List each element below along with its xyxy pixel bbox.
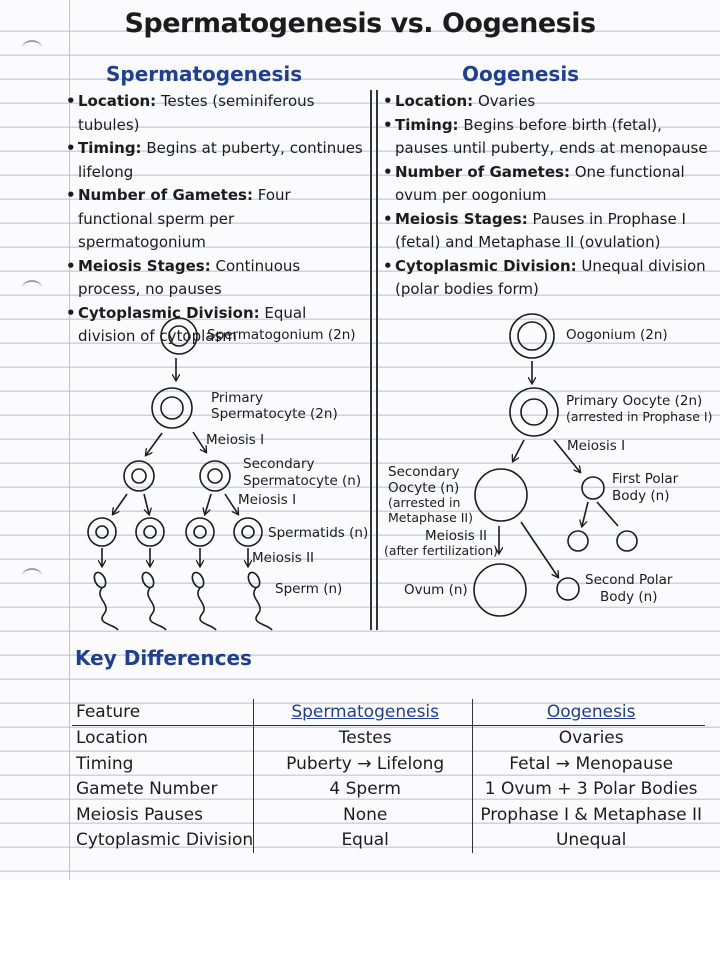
primary-spermatocyte-label: Primary: [211, 390, 264, 406]
arrow: [521, 522, 558, 577]
sperm-cell: [140, 571, 166, 630]
secondary-oocyte-note: Metaphase II): [388, 510, 473, 525]
secondary-oocyte-cell: [475, 469, 527, 521]
point-label: Location:: [395, 92, 474, 110]
point-label: Meiosis Stages:: [395, 209, 528, 228]
table-cell-spermatogenesis: 4 Sperm: [254, 777, 473, 803]
first-polar-body: [582, 477, 604, 499]
arrow: [113, 494, 127, 514]
point-text: Testes (seminiferous tubules): [78, 92, 315, 134]
second-polar-body-label: Second Polar: [585, 572, 673, 588]
point-text: Continuous process, no pauses: [78, 256, 301, 298]
table-row: [72, 777, 705, 803]
point-text: One functional ovum per oogonium: [395, 162, 685, 204]
table-cell-feature: Gamete Number: [72, 777, 254, 803]
ovum-cell: [474, 564, 526, 616]
secondary-spermatocyte-cell: [124, 461, 154, 491]
primary-oocyte-cell: [510, 388, 558, 436]
key-differences-table: [72, 699, 705, 853]
table-cell-spermatogenesis: Testes: [254, 725, 473, 751]
meiosis-label: Meiosis II: [425, 528, 488, 544]
second-polar-body: [557, 578, 579, 600]
meiosis-label: Meiosis I: [206, 432, 265, 448]
point-text: Equal division of cytoplasm: [78, 303, 307, 345]
table-cell-oogenesis: Unequal: [555, 830, 627, 851]
table-cell-feature: Timing: [72, 751, 254, 777]
point-text: Unequal division (polar bodies form): [395, 256, 706, 298]
table-cell-spermatogenesis: Puberty → Lifelong: [254, 751, 473, 777]
arrow: [193, 432, 206, 452]
arrow: [146, 433, 162, 455]
spermatogenesis-heading: Spermatogenesis: [106, 62, 303, 86]
sperm-cell: [190, 571, 216, 630]
key-differences-heading: Key Differences: [75, 646, 252, 670]
point-label: Meiosis Stages:: [78, 256, 211, 275]
spermatid-cell: [186, 518, 214, 546]
table-cell-oogenesis: Ovaries: [558, 728, 624, 749]
second-polar-body-label: Body (n): [600, 589, 658, 605]
oogonium-label: Oogonium (2n): [566, 327, 668, 343]
table-cell-feature: Meiosis Pauses: [72, 802, 254, 828]
primary-spermatocyte-label: Spermatocyte (2n): [211, 406, 338, 422]
oogenesis-heading: Oogenesis: [462, 62, 580, 86]
sperm-cell: [92, 571, 118, 630]
secondary-oocyte-label: Secondary: [388, 464, 460, 480]
point-label: Number of Gametes:: [395, 162, 570, 181]
point-text: Pauses in Prophase I (fetal) and Metaphase II (ovulation): [395, 209, 686, 251]
branch-line: [597, 502, 618, 526]
table-cell-oogenesis: Prophase I & Metaphase II: [480, 804, 703, 825]
primary-oocyte-label: Primary Oocyte (2n): [566, 393, 703, 409]
point-label: Timing:: [78, 139, 142, 157]
sperm-label: Sperm (n): [275, 581, 343, 597]
sperm-cell: [246, 571, 272, 630]
table-cell-spermatogenesis: Equal: [254, 828, 473, 854]
oogonium-cell: [510, 314, 554, 358]
column-header-oogenesis: Oogenesis: [473, 699, 706, 725]
arrow: [205, 494, 211, 514]
point-text: Ovaries: [473, 92, 536, 110]
arrow: [144, 494, 149, 514]
point-label: Cytoplasmic Division:: [78, 303, 260, 322]
spermatid-cell: [234, 518, 262, 546]
column-header-spermatogenesis: Spermatogenesis: [254, 699, 473, 725]
spermatogonium-cell: [161, 318, 197, 354]
table-cell-feature: Location: [72, 725, 254, 751]
table-row: [72, 751, 705, 777]
table-cell-feature: Cytoplasmic Division: [72, 828, 254, 854]
page-title: Spermatogenesis vs. Oogenesis: [124, 8, 596, 39]
point-label: Location:: [78, 92, 157, 110]
point-text: Begins at puberty, continues lifelong: [78, 139, 363, 181]
meiosis-note: (after fertilization): [384, 543, 499, 558]
column-header-feature: Feature: [72, 699, 254, 725]
table-cell-oogenesis: 1 Ovum + 3 Polar Bodies: [484, 779, 698, 800]
point-label: Cytoplasmic Division:: [395, 256, 577, 275]
point-text: Begins before birth (fetal), pauses until puberty, ends at menopause: [395, 115, 708, 157]
point-label: Timing:: [395, 115, 459, 134]
spermatogonium-label: Spermatogonium (2n): [207, 327, 356, 343]
primary-spermatocyte-cell: [152, 388, 192, 428]
spermatids-label: Spermatids (n): [268, 525, 369, 541]
table-cell-spermatogenesis: None: [254, 802, 473, 828]
meiosis-label: Meiosis II: [252, 550, 315, 566]
point-text: Four functional sperm per spermatogonium: [78, 186, 291, 251]
primary-oocyte-note: (arrested in Prophase I): [566, 409, 713, 424]
meiosis-label: Meiosis I: [567, 438, 626, 454]
table-row: [72, 802, 705, 828]
point-label: Number of Gametes:: [78, 186, 253, 204]
spermatid-cell: [88, 518, 116, 546]
ovum-label: Ovum (n): [404, 582, 468, 598]
arrow: [225, 494, 238, 514]
table-row: [72, 725, 705, 751]
secondary-oocyte-label: Oocyte (n): [388, 480, 460, 496]
polar-body: [568, 531, 588, 551]
first-polar-body-label: First Polar: [612, 471, 679, 487]
secondary-oocyte-note: (arrested in: [388, 495, 461, 510]
secondary-spermatocyte-cell: [200, 461, 230, 491]
spermatogenesis-labels: [206, 327, 368, 597]
secondary-spermatocyte-label: Secondary: [243, 456, 315, 472]
arrow: [513, 440, 524, 461]
spermatid-cell: [136, 518, 164, 546]
first-polar-body-label: Body (n): [612, 488, 670, 504]
table-cell-oogenesis: Fetal → Menopause: [509, 753, 674, 774]
table-row: [72, 828, 705, 854]
table-header-row: [72, 699, 705, 725]
polar-body: [617, 531, 637, 551]
arrow: [582, 502, 588, 526]
secondary-spermatocyte-label: Spermatocyte (n): [243, 473, 362, 489]
oogenesis-diagram: [474, 314, 637, 616]
meiosis-label: Meiosis I: [238, 492, 297, 508]
